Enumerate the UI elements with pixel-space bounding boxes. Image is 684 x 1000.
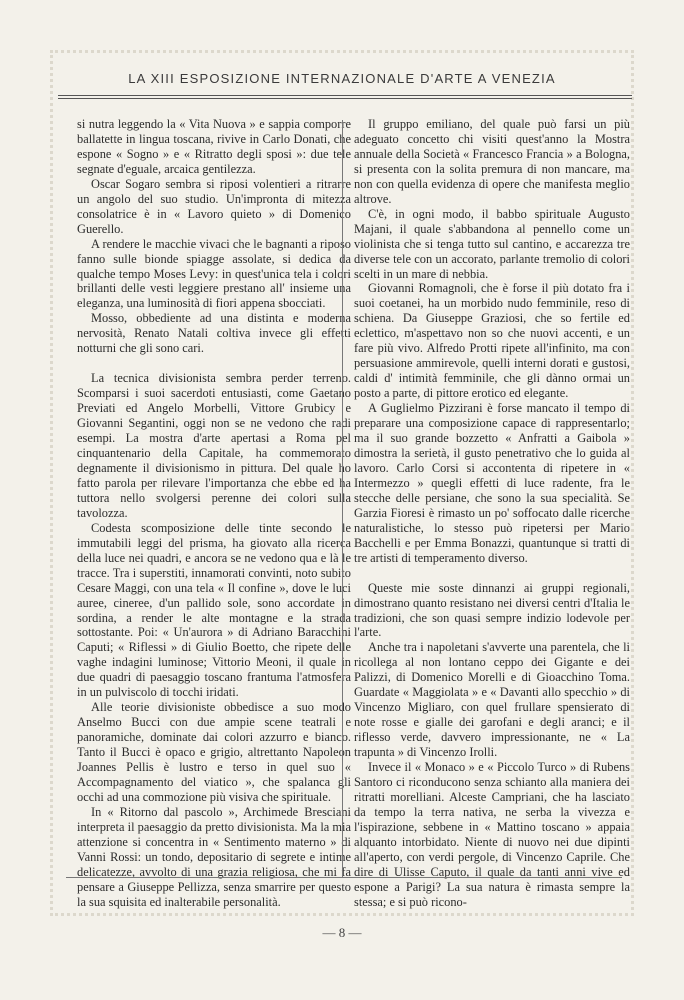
- left-column: [77, 117, 351, 910]
- paragraph: C'è, in ogni modo, il babbo spirituale Augusto Majani, il quale s'abbandona al pennello come un violinista che si tenga tutto sul cantino, e accarezza tre diverse tele con un accorato, parlante tremolio di colori scelti in un mare di nebbia.: [354, 206, 630, 281]
- paragraph: La tecnica divisionista sembra perder terreno. Scomparsi i suoi sacerdoti entusiasti, come Gaetano Previati ed Angelo Morbelli, Vittore Grubicy e Giovanni Segantini, oggi non se ne vedono che radi esempi. La mostra d'arte apertasi a Roma pel cinquantenario della Capitale, ha commemorato degnamente il divisionismo in pittura. Del quale ho fatto parola per rilevare l'importanza che ebbe ed ha tuttora nello svolgersi perenne dei colori sulla tavolozza.: [77, 371, 351, 520]
- header-rule-bottom: [58, 98, 632, 99]
- header-rule-top: [58, 95, 632, 96]
- paragraph: Anche tra i napoletani s'avverte una parentela, che li ricollega al non lontano ceppo dei Gigante e dei Palizzi, di Domenico Morelli e di Gioacchino Toma. Guardate « Maggiolata » e « Davanti allo specchio » di Vincenzo Migliaro, con quel frullare spensierato di note rosse e gialle dei garofani e degli aranci; e il riflesso verde, davvero impressionante, ne « La trapunta » di Vincenzo Irolli.: [354, 640, 630, 760]
- page-number: — 8 —: [322, 925, 362, 940]
- running-header: LA XIII ESPOSIZIONE INTERNAZIONALE D'ARTE A VENEZIA: [128, 71, 556, 86]
- paragraph: Il gruppo emiliano, del quale può farsi un più adeguato concetto chi visiti quest'anno la Mostra annuale della Società « Francesco Francia » a Bologna, si presenta con la solita premura di non mancare, ma non con quella evidenza di opere che manifesta meglio altrove.: [354, 117, 630, 206]
- column-divider: [342, 120, 343, 877]
- right-column: [354, 117, 630, 910]
- paragraph: Oscar Sogaro sembra si riposi volentieri a ritrarre un angolo del suo studio. Un'impronta di mitezza consolatrice è in « Lavoro quieto » di Domenico Guerello.: [77, 176, 351, 236]
- paragraph: Giovanni Romagnoli, che è forse il più dotato fra i suoi coetanei, ha un morbido nudo femminile, reso di schiena. Da Giuseppe Graziosi, che so fertile ed eclettico, m'aspettavo non so che nuovi accenti, e un fare più vivo. Alfredo Protti ripete all'infinito, ma con persuasione ammirevole, quelli interni dorati e gustosi, caldi d' intimità femminile, che gli dànno ormai un posto a parte, di pittore erotico ed elegante.: [354, 281, 630, 401]
- paragraph: Invece il « Monaco » e « Piccolo Turco » di Rubens Santoro ci riconducono senza schianto alla maniera dei ritratti morelliani. Alceste Campriani, che ha lasciato da tempo la terra nativa, ne serba la vivezza e l'ispirazione, sebbene in « Mattino toscano » appaia alquanto intorbidato. Niente di nuovo nei due dipinti all'aperto, con verdi pergole, di Vincenzo Caprile. Che dire di Ulisse Caputo, il quale da tanti anni vive ed espone a Parigi? La sua natura è rimasta sempre la stessa; e si può ricono-: [354, 760, 630, 909]
- paragraph: si nutra leggendo la « Vita Nuova » e sappia comporre ballatette in lingua toscana, rivive in Carlo Donati, che espone « Sogno » e « Ritratto degli sposi »: due tele segnate d'eguale, arcaica gentilezza.: [77, 117, 351, 176]
- footer-rule: [66, 877, 622, 878]
- paragraph: Alle teorie divisioniste obbedisce a suo modo Anselmo Bucci con due ampie scene teatrali e panoramiche, dominate dai colori azzurro e bianco. Tanto il Bucci è opaco e grigio, altrettanto Napoleon Joannes Pellis è lustro e terso in quel suo « Accompagnamento del viatico », che spalanca gli occhi ad una commozione più visiva che spirituale.: [77, 700, 351, 804]
- paragraph: A rendere le macchie vivaci che le bagnanti a riposo fanno sulle bionde spiagge assolate, si dedica da qualche tempo Moses Levy: in quest'unica tela i colori brillanti delle vesti leggiere prestano all' insieme una eleganza, una luminosità di fiori appena sbocciati.: [77, 236, 351, 311]
- paragraph: Mosso, obbediente ad una distinta e moderna nervosità, Renato Natali coltiva invece gli effetti notturni che gli sono cari.: [77, 311, 351, 356]
- paragraph: Codesta scomposizione delle tinte secondo le immutabili leggi del prisma, ha giovato alla ricerca della luce nei quadri, e ancora se ne vedono qua e là le tracce. Tra i superstiti, innamorati convinti, noto subito Cesare Maggi, con una tela « Il confine », dove le luci auree, cineree, d'un pallido sole, sono accordate in sordina, a render le alte montagne e la strada sottostante. Poi: « Un'aurora » di Adriano Baracchini Caputi; « Riflessi » di Giulio Boetto, che ripete delle vaghe indagini luminose; Vittorio Meoni, il quale in due quadri di paesaggio toscano frantuma l'atmosfera in un pulviscolo di tocchi iridati.: [77, 520, 351, 700]
- paragraph: A Guglielmo Pizzirani è forse mancato il tempo di preparare una composizione capace di rappresentarlo; ma il suo grande bozzetto « Anfratti a Gaibola » dimostra la serietà, il gusto penetrativo che lo guida al lavoro. Carlo Corsi si accontenta di ripetere in « Intermezzo » quegli effetti di luce radente, fra le stecche delle persiane, che sono la sua specialità. Se Garzia Fioresi è rimasto un po' soffocato dalle ricerche naturalistiche, lo stesso può ripetersi per Mario Bacchelli e per Emma Bonazzi, quantunque si tratti di tre artisti di temperamento diverso.: [354, 401, 630, 565]
- paragraph: In « Ritorno dal pascolo », Archimede Bresciani interpreta il paesaggio da pretto divisionista. Ma la mia attenzione si concentra in « Sentimento materno » di Vanni Rossi: un tondo, depositario di segrete e intime delicatezze, avvolto di una grazia religiosa, che mi fa pensare a Giuseppe Pellizza, senza smarrire per questo la sua squisita ed inalterabile personalità.: [77, 804, 351, 909]
- paragraph: Queste mie soste dinnanzi ai gruppi regionali, dimostrano quanto resistano nei diversi centri d'Italia le tradizioni, che son quasi sempre indizio lodevole per l'arte.: [354, 580, 630, 640]
